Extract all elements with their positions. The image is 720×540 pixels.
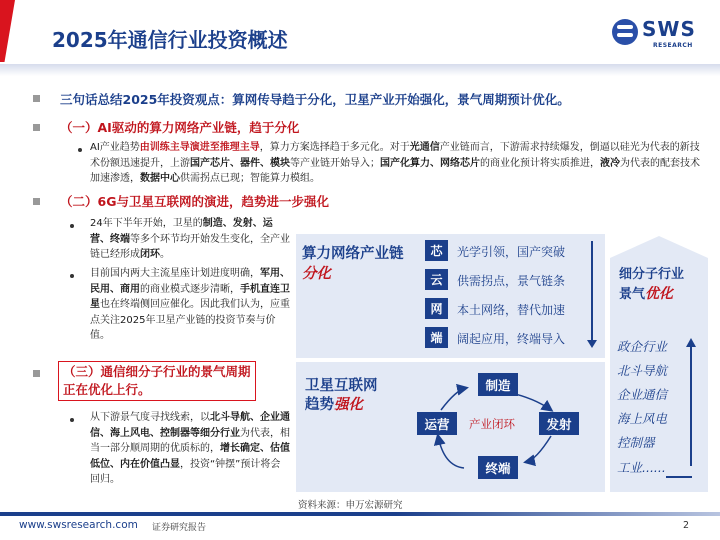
section1-heading: （一）AI驱动的算力网络产业链，趋于分化 — [60, 120, 300, 135]
cycle-arrow-left-top — [441, 388, 466, 410]
chain-flow-line — [591, 241, 593, 344]
bullet-dot-icon — [70, 224, 74, 228]
text-run: 。 — [160, 249, 170, 260]
chain-key-chip: 云 — [425, 269, 448, 290]
satellite-emphasis: 强化 — [334, 397, 363, 413]
subsector-trend-base — [666, 476, 692, 478]
square-bullet-icon — [33, 95, 40, 102]
bullet-dot-icon — [70, 418, 74, 422]
chain-emphasis: 分化 — [302, 266, 331, 282]
text-run: 的商业模式逐步清晰， — [140, 283, 240, 295]
text-run: 的商业化预计将实质推进， — [480, 157, 600, 169]
text-run-bold: 光通信 — [409, 142, 440, 153]
subsector-item: 政企行业 — [617, 339, 668, 354]
text-run-bold: 北斗导航、企业通信、海上风电、控制器等细分行业 — [90, 412, 290, 439]
text-run: 也在终端侧回应催化。因此我们认为，应重点关注2025年卫星产业链的投资节奏与价值。 — [90, 299, 290, 341]
chain-item-text: 本土网络，替代加速 — [457, 303, 566, 317]
text-run-bold: 手机直连卫星 — [90, 283, 290, 310]
text-run-bold: 闭环 — [140, 249, 160, 260]
subsector-subtitle — [619, 283, 673, 303]
chain-key-chip: 网 — [425, 298, 448, 319]
subsector-item: 企业通信 — [617, 387, 668, 402]
text-run-bold: 增长确定、估值低位、内在价值凸显 — [90, 443, 290, 470]
header-accent-stripe — [0, 0, 15, 62]
cycle-node-operation: 运营 — [417, 412, 457, 435]
text-run: 倒逼以硅光为代表的新技术份额迅速提升，上游 — [90, 142, 700, 169]
text-run: 等产业链开始导入； — [290, 157, 380, 169]
text-run: 目前国内两大主流星座计划进度明确， — [90, 268, 260, 279]
logo-text: SWS — [642, 17, 696, 41]
logo-subtext: RESEARCH — [653, 42, 693, 49]
text-run-bold: 国产化算力、网络芯片 — [380, 157, 480, 169]
subsector-item: 海上风电 — [617, 411, 668, 426]
text-run: ，算力方案选择趋于多元化。对于 — [259, 142, 410, 153]
section3-heading-line2: 正在优化上行。 — [63, 382, 151, 397]
text-run: 为代表，相当一部分顺周期的优质标的， — [90, 427, 290, 454]
square-bullet-icon — [33, 370, 40, 377]
text-run: AI产业趋势 — [90, 142, 140, 153]
text-run-bold: 液冷 — [600, 157, 620, 169]
square-bullet-icon — [33, 198, 40, 205]
subsector-item: 北斗导航 — [617, 363, 668, 378]
cycle-node-terminal: 终端 — [478, 456, 518, 479]
section2-bullet1 — [90, 216, 290, 263]
text-run: 等多个环节均开始发生变化，全产业链已经形成 — [90, 233, 290, 260]
footer-divider — [0, 512, 720, 516]
square-bullet-icon — [33, 124, 40, 131]
footer-report-tag: 证券研究报告 — [152, 523, 207, 533]
arrow-up-icon — [686, 338, 696, 347]
section1-body — [90, 140, 700, 187]
chain-key-chip: 端 — [425, 327, 448, 348]
cycle-center-label: 产业闭环 — [469, 417, 515, 431]
text-run-bold: 国产芯片、器件、模块 — [190, 157, 290, 169]
cycle-node-manufacture: 制造 — [478, 373, 518, 396]
arrow-down-icon — [587, 340, 597, 348]
text-run: 24年下半年开始，卫星的 — [90, 218, 203, 229]
chain-item-text: 光学引领，国产突破 — [457, 245, 566, 259]
satellite-subtitle-text: 趋势 — [305, 397, 334, 413]
text-run: 为代表的配套技术加速渗透， — [90, 157, 700, 184]
text-run: ，投资“钟摆”预计将会回归。 — [90, 458, 281, 485]
logo-mark-icon — [612, 19, 638, 45]
chain-key-chip: 芯 — [425, 240, 448, 261]
section3-heading — [58, 361, 256, 401]
header-divider — [0, 64, 720, 76]
section2-bullet2 — [90, 266, 290, 344]
bullet-dot-icon — [78, 148, 82, 152]
text-run: 从下游景气度寻找线索，以 — [90, 412, 210, 423]
subsector-trend-line — [690, 346, 692, 466]
summary-heading: 三句话总结2025年投资观点：算网传导趋于分化，卫星产业开始强化，景气周期预计优化。 — [60, 92, 570, 107]
section3-heading-line1: （三）通信细分子行业的景气周期 — [63, 364, 251, 379]
chain-item-text: 阔起应用，终端导入 — [457, 332, 566, 346]
chain-item-text: 供需拐点，景气链条 — [457, 274, 566, 288]
text-run-bold: 数据中心 — [140, 173, 180, 184]
subsector-title: 细分子行业 — [619, 267, 685, 282]
bullet-dot-icon — [70, 274, 74, 278]
section3-bullet — [90, 410, 290, 488]
subsector-item: 控制器 — [617, 435, 655, 450]
page-number: 2 — [683, 520, 690, 531]
source-note: 资料来源：申万宏源研究 — [298, 500, 403, 511]
subsector-emphasis: 优化 — [645, 286, 674, 302]
satellite-title: 卫星互联网 — [305, 378, 378, 394]
cycle-arrow-bottom-left — [438, 436, 464, 468]
text-run-highlight: 由训练主导演进至推理主导 — [139, 142, 260, 153]
cycle-arrow-right-bottom — [526, 436, 551, 462]
page-title: 2025年通信行业投资概述 — [52, 28, 288, 52]
text-run-bold: 军用、民用、商用 — [90, 268, 290, 295]
text-run-bold: 制造、发射、运营、终端 — [90, 218, 273, 245]
footer-url-link[interactable]: www.swsresearch.com — [19, 519, 138, 531]
subsector-item: 工业...... — [617, 460, 666, 475]
text-run: 供需拐点已现；智能算力模组。 — [180, 173, 320, 184]
chain-title: 算力网络产业链 — [302, 246, 404, 262]
text-run: 产业链而言，下游需求持续爆发， — [439, 142, 590, 153]
cycle-node-launch: 发射 — [539, 412, 579, 435]
brand-logo — [612, 17, 707, 51]
section2-heading: （二）6G与卫星互联网的演进，趋势进一步强化 — [60, 194, 329, 209]
subsector-subtitle-text: 景气 — [619, 287, 646, 302]
